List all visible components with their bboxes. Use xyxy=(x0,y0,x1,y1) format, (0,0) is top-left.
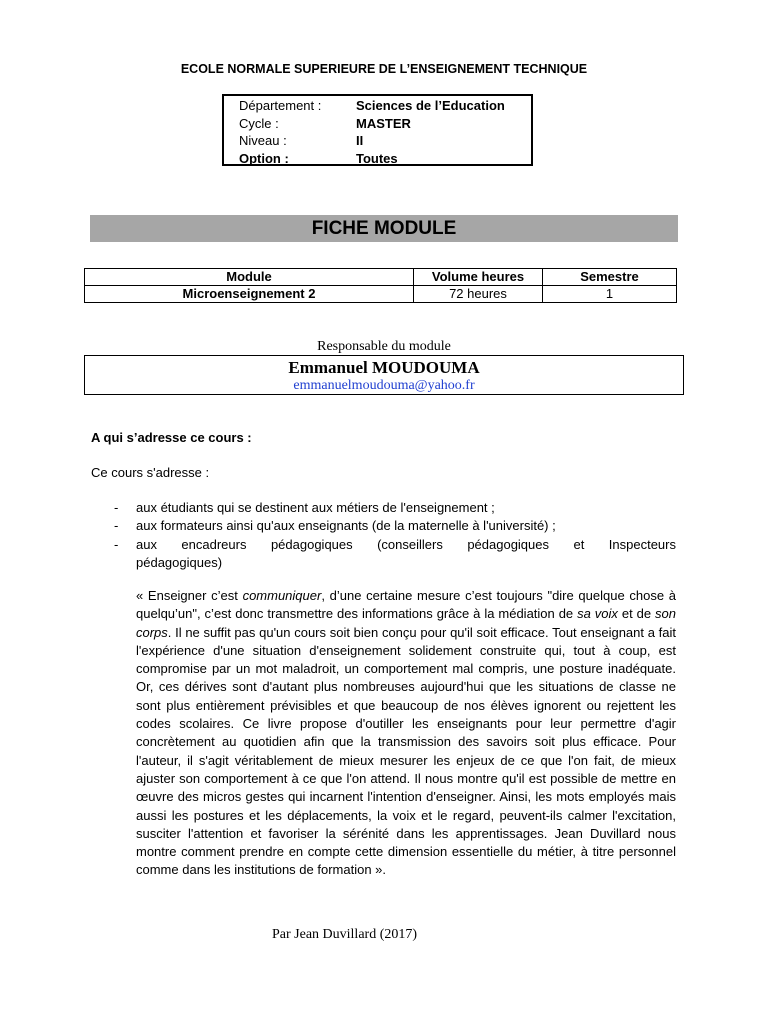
info-row-level xyxy=(239,132,363,149)
quote-emphasis: communiquer xyxy=(242,588,322,603)
quote-byline: Par Jean Duvillard (2017) xyxy=(272,927,418,942)
responsible-email-link[interactable]: emmanuelmoudouma@yahoo.fr xyxy=(293,378,475,393)
bullet-dash: - xyxy=(114,537,119,552)
list-item-text: aux encadreurs pédagogiques (conseillers pédagogiques et Inspecteurs xyxy=(136,537,676,552)
quote-text: , d’une certaine mesure c’est toujours "dire quelque chose à quelqu’un", c’est donc transmettre des informations grâce à la médiation de xyxy=(136,588,676,622)
info-label: Niveau : xyxy=(239,133,287,148)
quote-emphasis: son corps xyxy=(136,606,677,640)
table-header-module: Module xyxy=(85,269,414,286)
list-item-text: aux formateurs ainsi qu'aux enseignants (de la maternelle à l'université) ; xyxy=(136,518,556,533)
audience-intro: Ce cours s'adresse : xyxy=(91,465,210,480)
quote-text: et de xyxy=(617,606,656,622)
responsible-box xyxy=(84,355,684,395)
program-info-box xyxy=(222,94,533,166)
list-item-continuation: pédagogiques) xyxy=(136,555,223,570)
table-header-hours: Volume heures xyxy=(414,269,543,286)
quote-paragraph xyxy=(136,587,676,880)
page-title: FICHE MODULE xyxy=(90,215,678,242)
info-row-option xyxy=(239,150,398,167)
info-label: Option : xyxy=(239,151,289,166)
table-cell-module: Microenseignement 2 xyxy=(85,286,414,303)
module-table xyxy=(84,268,677,303)
school-name: ECOLE NORMALE SUPERIEURE DE L’ENSEIGNEMENT TECHNIQUE xyxy=(180,62,588,76)
bullet-dash: - xyxy=(114,500,119,515)
info-row-cycle xyxy=(239,115,411,132)
info-label: Département : xyxy=(239,98,322,113)
table-header-semester: Semestre xyxy=(543,269,677,286)
quote-emphasis: sa voix xyxy=(577,606,618,622)
table-row xyxy=(85,286,677,303)
quote-text: « Enseigner c’est xyxy=(136,588,243,603)
info-value: MASTER xyxy=(356,116,411,131)
quote-text: . Il ne suffit pas qu'un cours soit bien conçu pour qu'il soit efficace. Tout enseignant a fait l'expérience d'une situation d'enseignement solidement construite qui, tout à coup, est compromise par un mot maladroit, un comportement mal compris, une posture inadéquate. Or, ces dérives sont d'autant plus nombreuses aujourd'hui que les situations de classe ne sont plus entièrement prévisibles et que beaucoup de nos élèves ignorent ou rejettent les codes scolaires. Ce livre propose d'outiller les enseignants pour leur permettre d'agir concrètement au quotidien afin que la transmission des savoirs soit plus efficace. Pour l'auteur, il s'agit véritablement de mieux mesurer les enjeux de ce que l'on fait, de mieux ajuster son comportement à ce que l'on attend. Il nous montre qu'il est possible de mettre en œuvre des micros gestes qui incarnent l'intention d'enseigner. Ainsi, les mots employés mais aussi les postures et les déplacements, la voix et le regard, peuvent-ils calmer l'excitation, susciter l'attention et favoriser la sérénité dans les apprentissages. Jean Duvillard nous montre comment prendre en compte cette dimension essentielle du métier, à titre personnel comme dans les institutions de formation ». xyxy=(136,624,676,878)
info-value: Sciences de l’Education xyxy=(356,98,505,113)
table-header-row xyxy=(85,269,677,286)
info-label: Cycle : xyxy=(239,116,279,131)
list-item-text: aux étudiants qui se destinent aux métiers de l'enseignement ; xyxy=(136,500,495,515)
audience-heading: A qui s’adresse ce cours : xyxy=(91,430,252,445)
info-value: Toutes xyxy=(356,151,398,166)
responsible-label: Responsable du module xyxy=(317,339,451,354)
responsible-name: Emmanuel MOUDOUMA xyxy=(288,358,480,377)
table-cell-semester: 1 xyxy=(543,286,677,303)
bullet-dash: - xyxy=(114,518,119,533)
table-cell-hours: 72 heures xyxy=(414,286,543,303)
info-value: II xyxy=(356,133,364,148)
info-row-department xyxy=(239,97,505,114)
